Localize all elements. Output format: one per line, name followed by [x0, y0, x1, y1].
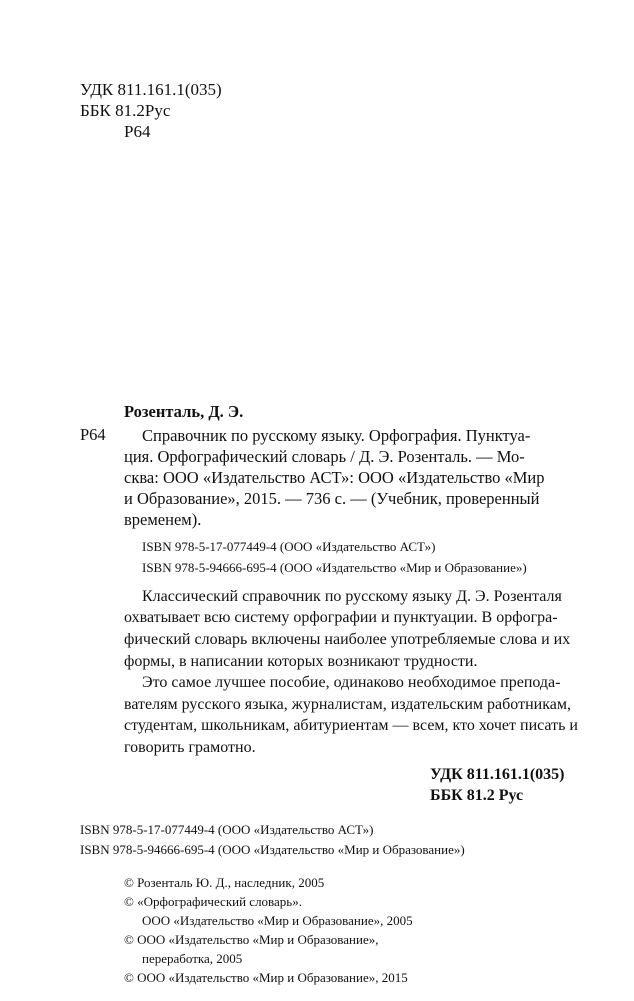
- description-line: Справочник по русскому языку. Орфография. Пунктуа-: [142, 426, 531, 445]
- copyright-line: © ООО «Издательство «Мир и Образование», 2015: [124, 970, 408, 985]
- annotation-line: формы, в написании которых возникают трудности.: [124, 653, 478, 670]
- copyright-line: © ООО «Издательство «Мир и Образование»,: [124, 932, 379, 947]
- udk-code: УДК 811.161.1(035): [80, 80, 222, 99]
- description-line: временем).: [124, 510, 202, 529]
- copyright-line: © «Орфографический словарь».: [124, 894, 302, 909]
- annotation-line: Классический справочник по русскому языку Д. Э. Розенталя: [142, 588, 562, 605]
- annotation-line: говорить грамотно.: [124, 739, 256, 756]
- copyright-line: переработка, 2005: [142, 951, 243, 966]
- annotation-line: охватывает всю систему орфографии и пунктуации. В орфогра-: [124, 609, 558, 626]
- author-mark: Р64: [124, 122, 151, 141]
- isbn-line: ISBN 978-5-17-077449-4 (ООО «Издательство АСТ»): [142, 539, 436, 554]
- udk-bold: УДК 811.161.1(035): [430, 766, 565, 783]
- isbn-line: ISBN 978-5-94666-695-4 (ООО «Издательство «Мир и Образование»): [142, 560, 527, 575]
- bbk-code: ББК 81.2Рус: [80, 101, 171, 120]
- annotation-line: Это самое лучшее пособие, одинаково необходимое препода-: [142, 674, 561, 691]
- description-line: сква: ООО «Издательство АСТ»: ООО «Издательство «Мир: [124, 468, 545, 487]
- record-author-mark: Р64: [80, 425, 106, 444]
- copyright-line: ООО «Издательство «Мир и Образование», 2005: [142, 913, 413, 928]
- author-name: Розенталь, Д. Э.: [124, 402, 244, 421]
- description-line: ция. Орфографический словарь / Д. Э. Розенталь. — Мо-: [124, 447, 525, 466]
- annotation-line: вателям русского языка, журналистам, издательским работникам,: [124, 696, 571, 713]
- copyright-line: © Розенталь Ю. Д., наследник, 2005: [124, 875, 325, 890]
- annotation-line: студентам, школьникам, абитуриентам — всем, кто хочет писать и: [124, 717, 578, 734]
- footer-isbn-line: ISBN 978-5-17-077449-4 (ООО «Издательство АСТ»): [80, 822, 374, 837]
- footer-isbn-line: ISBN 978-5-94666-695-4 (ООО «Издательство «Мир и Образование»): [80, 842, 465, 857]
- bbk-bold: ББК 81.2 Рус: [430, 787, 524, 804]
- description-line: и Образование», 2015. — 736 с. — (Учебник, проверенный: [124, 489, 540, 508]
- annotation-line: фический словарь включены наиболее употребляемые слова и их: [124, 631, 571, 648]
